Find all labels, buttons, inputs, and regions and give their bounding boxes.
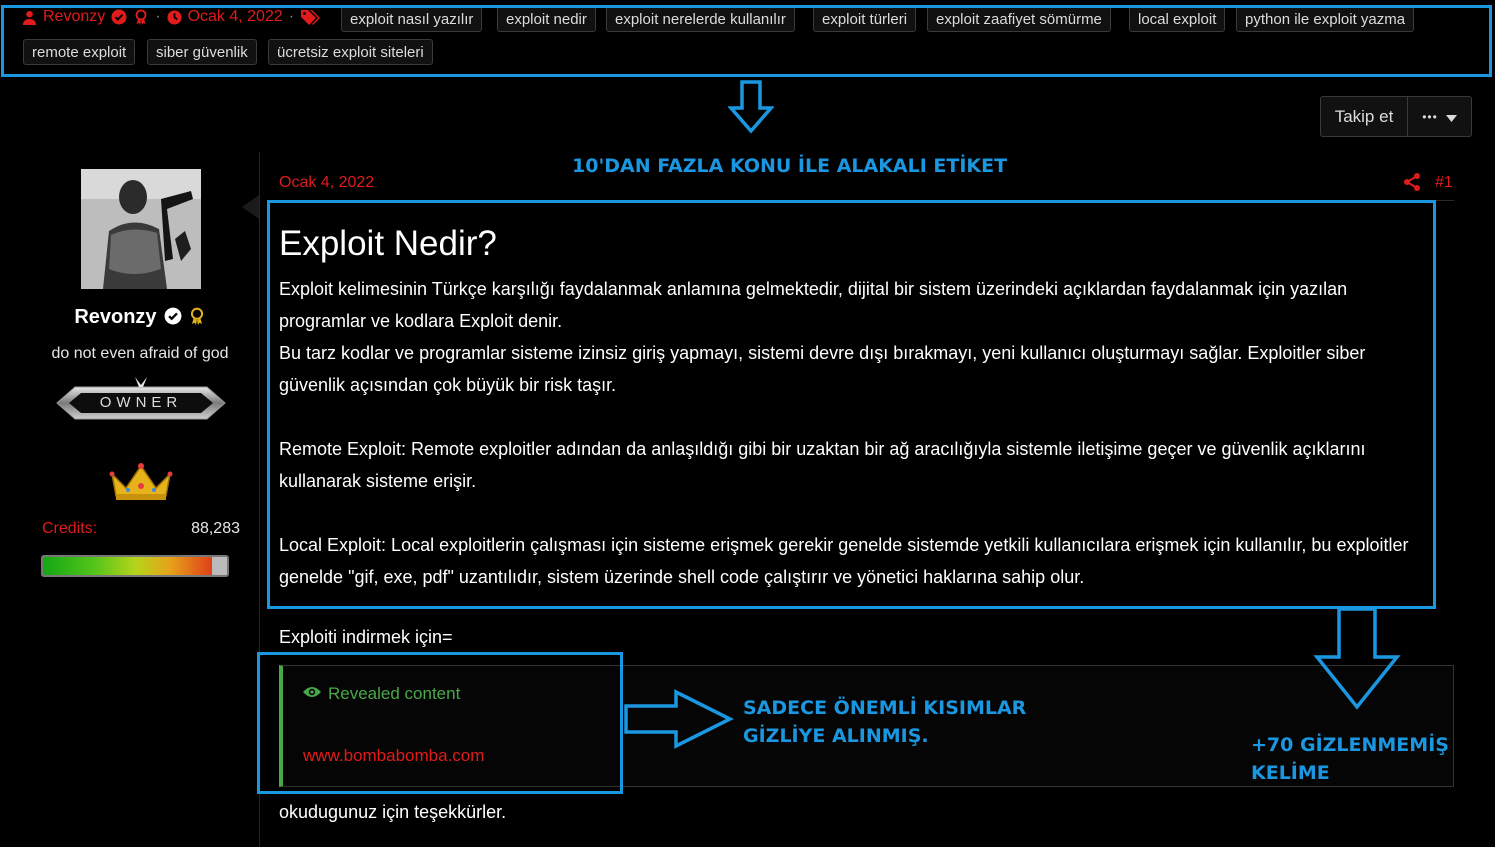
download-lead-text: Exploiti indirmek için= — [279, 627, 453, 647]
hidden-content-highlight-box — [257, 652, 623, 794]
meta-separator: · — [288, 8, 295, 25]
words-annotation-line1: +70 GİZLENMEMİŞ — [1251, 734, 1449, 756]
closing-text: okudugunuz için teşekkürler. — [279, 802, 507, 822]
username-block — [40, 306, 240, 331]
credits-progress-fill — [43, 557, 212, 575]
post-paragraph: Local Exploit: Local exploitlerin çalışması için sisteme erişmek gerekir genelde sistemde yetkili kullanıcılara erişmek için kullanılır, bu exploitler genelde "gif, exe, pdf" uzantılıdır, sistem üzerinde shell code çalıştırır ve yönetici haklarına sahip olur. — [279, 535, 1409, 587]
credits-progress-bar — [41, 555, 229, 577]
verified-badge-icon — [164, 307, 182, 331]
credits-value: 88,283 — [191, 520, 240, 537]
hidden-annotation-line2: GİZLİYE ALINMIŞ. — [743, 725, 929, 747]
tag-link[interactable]: ücretsiz exploit siteleri — [268, 39, 433, 65]
hidden-annotation-line1: SADECE ÖNEMLİ KISIMLAR — [743, 697, 1027, 719]
thread-date-link[interactable]: Ocak 4, 2022 — [187, 8, 283, 25]
tags-highlight-box — [1, 5, 1492, 77]
owner-rank-banner — [55, 373, 227, 433]
meta-separator: · — [155, 8, 161, 25]
share-icon[interactable] — [1403, 172, 1421, 197]
avatar-image — [81, 169, 201, 289]
username-link[interactable]: Revonzy — [74, 306, 157, 328]
down-arrow-icon — [728, 80, 774, 134]
thread-author-link[interactable]: Revonzy — [43, 8, 106, 25]
tag-link[interactable]: siber güvenlik — [147, 39, 257, 65]
tag-link[interactable]: python ile exploit yazma — [1236, 6, 1414, 32]
tag-link[interactable]: exploit nasıl yazılır — [341, 6, 482, 32]
tag-link[interactable]: exploit zaafiyet sömürme — [927, 6, 1111, 32]
tag-link[interactable]: remote exploit — [23, 39, 135, 65]
crown-icon — [108, 462, 174, 507]
post-title: Exploit Nedir? — [279, 224, 497, 263]
follow-button[interactable]: Takip et — [1320, 96, 1408, 137]
user-title: do not even afraid of god — [51, 345, 229, 362]
post-paragraph: Exploit kelimesinin Türkçe karşılığı faydalanmak anlamına gelmektedir, dijital bir sistem üzerindeki açıklardan faydalanmak için yazılan programlar ve kodlara Exploit denir. — [279, 279, 1348, 331]
post-number-link[interactable]: #1 — [1435, 174, 1453, 191]
down-arrow-icon — [1313, 607, 1403, 711]
tags-annotation: 10'DAN FAZLA KONU İLE ALAKALI ETİKET — [572, 155, 1008, 177]
revealed-content-title: Revealed content — [328, 684, 461, 703]
tag-link[interactable]: exploit nerelerde kullanılır — [606, 6, 795, 32]
chevron-down-icon — [1446, 107, 1457, 127]
tag-link[interactable]: local exploit — [1129, 6, 1225, 32]
award-icon — [188, 307, 206, 331]
credits-label: Credits: — [42, 520, 98, 537]
post-paragraph: Remote Exploit: Remote exploitler adından da anlaşıldığı gibi bir uzaktan bir ağ aracılığıyla sistemle iletişime geçer ve güvenlik açıklarını kullanarak sisteme erişir. — [279, 439, 1366, 491]
words-annotation-line2: KELİME — [1251, 762, 1330, 784]
post-paragraph: Bu tarz kodlar ve programlar sisteme izinsiz giriş yapmayı, sistemi devre dışı bırakmayı, yeni kullanıcı oluşturmayı sağlar. Exploitler siber güvenlik açısından çok büyük bir risk taşır. — [279, 343, 1366, 395]
avatar[interactable] — [81, 169, 201, 289]
more-options-dots: ••• — [1422, 109, 1438, 124]
post-date-link[interactable]: Ocak 4, 2022 — [279, 174, 375, 191]
hidden-download-link[interactable]: www.bombabomba.com — [303, 746, 485, 765]
post-pointer-arrow — [242, 195, 259, 219]
tag-link[interactable]: exploit türleri — [813, 6, 916, 32]
more-options-button[interactable] — [1407, 96, 1472, 137]
tag-link[interactable]: exploit nedir — [497, 6, 596, 32]
article-highlight-box — [267, 200, 1436, 609]
right-arrow-icon — [624, 688, 734, 750]
rank-banner-label: OWNER — [99, 394, 183, 411]
